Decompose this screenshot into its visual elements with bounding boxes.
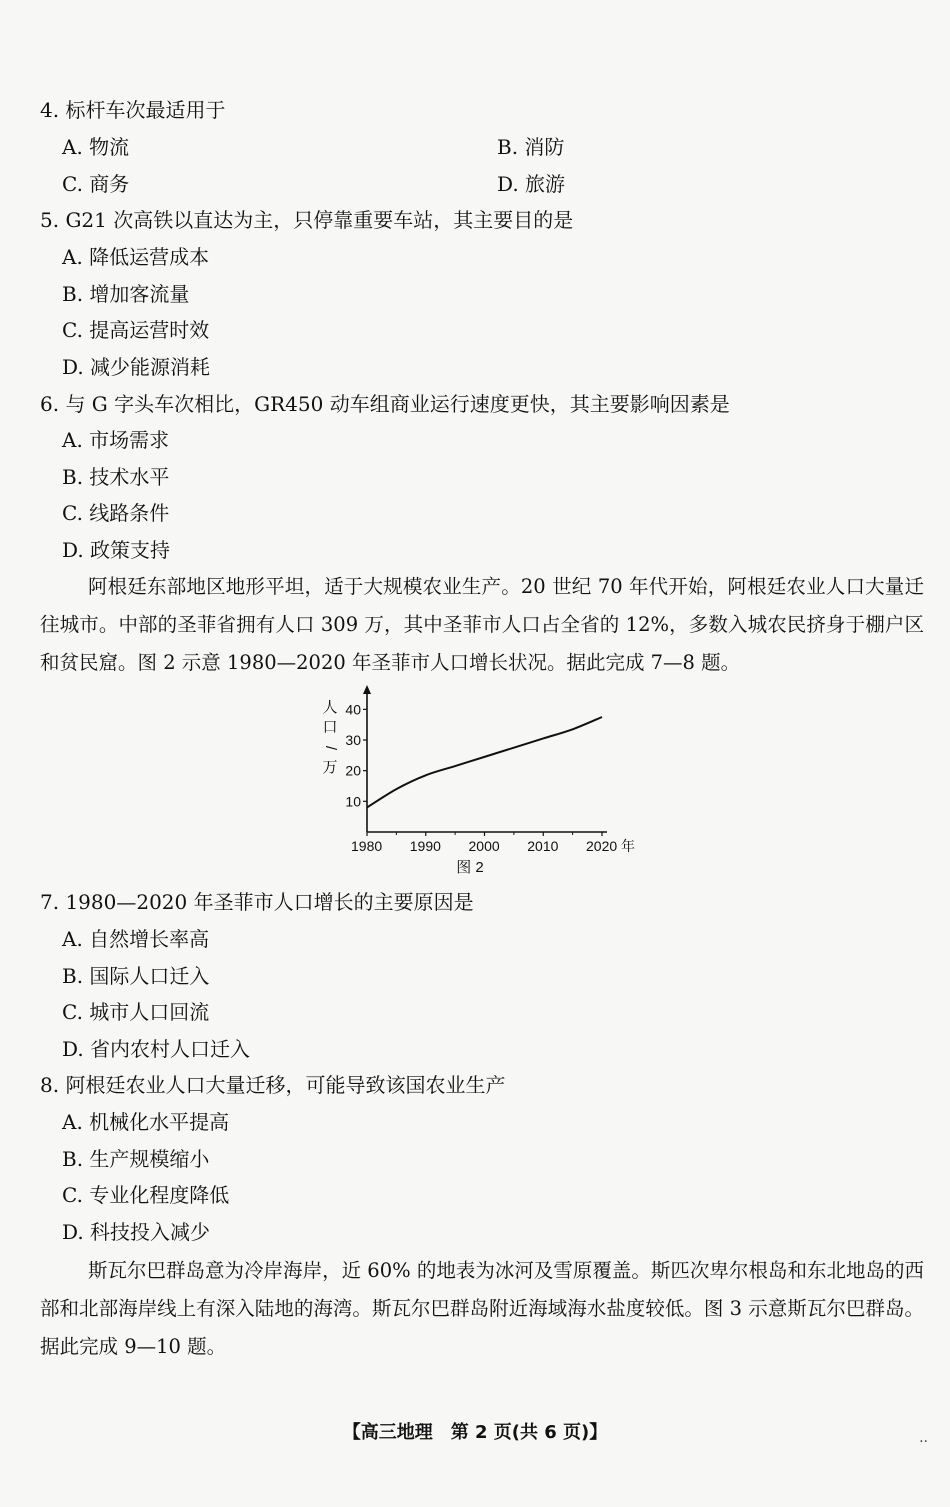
q4-option-d: D. 旅游 — [497, 172, 566, 196]
x-tick-label: 2010 — [527, 838, 559, 854]
x-tick-label: 1990 — [409, 838, 441, 854]
q8-option-a: A. 机械化水平提高 — [62, 1110, 230, 1134]
q5-option-d: D. 减少能源消耗 — [62, 355, 211, 379]
q6-option-b: B. 技术水平 — [62, 465, 170, 489]
q4-option-a: A. 物流 — [62, 135, 130, 159]
q8-option-c: C. 专业化程度降低 — [62, 1183, 230, 1207]
q6-option-c: C. 线路条件 — [62, 501, 170, 525]
page-footer: 【高三地理 第 2 页(共 6 页)】 — [342, 1422, 608, 1443]
passage-svalbard: 斯瓦尔巴群岛意为冷岸海岸，近 60% 的地表为冰河及雪原覆盖。斯匹次卑尔根岛和东北地岛的西部和北部海岸线上有深入陆地的海湾。斯瓦尔巴群岛附近海域海水盐度较低。图 3 示意斯瓦尔巴群岛。据此完成 9—10 题。 — [40, 1259, 924, 1358]
q7-option-c: C. 城市人口回流 — [62, 1000, 210, 1024]
y-tick-label: 10 — [345, 793, 361, 810]
q8-option-b: B. 生产规模缩小 — [62, 1147, 210, 1171]
y-tick-label: 40 — [345, 701, 361, 718]
q6-option-a: A. 市场需求 — [62, 428, 170, 452]
y-axis-arrow — [363, 685, 371, 694]
q6-option-d: D. 政策支持 — [62, 538, 171, 562]
q5-option-b: B. 增加客流量 — [62, 282, 190, 306]
q4-option-b: B. 消防 — [497, 135, 565, 159]
y-axis-label-char: 万 — [322, 759, 338, 776]
population-chart — [310, 680, 660, 880]
q5-option-c: C. 提高运营时效 — [62, 318, 210, 342]
passage-argentina: 阿根廷东部地区地形平坦，适于大规模农业生产。20 世纪 70 年代开始，阿根廷农业人口大量迁往城市。中部的圣菲省拥有人口 309 万，其中圣菲市人口占全省的 12%，多数入城农民挤身于棚户区和贫民窟。图 2 示意 1980—2020 年圣菲市人口增长状况。据此完成 7—8 题。 — [40, 575, 924, 674]
x-tick-label: 2000 — [468, 838, 500, 854]
q4-option-c: C. 商务 — [62, 172, 130, 196]
population-series-line — [367, 717, 602, 807]
scan-speck: .. — [919, 1430, 928, 1446]
y-tick-label: 20 — [345, 762, 361, 779]
q5-option-a: A. 降低运营成本 — [62, 245, 210, 269]
q7-option-b: B. 国际人口迁入 — [62, 964, 210, 988]
y-axis-label-char: / — [322, 745, 339, 751]
chart-title: 图 2 — [456, 859, 484, 876]
q7-stem: 7. 1980—2020 年圣菲市人口增长的主要原因是 — [40, 890, 474, 914]
x-tick-label: 2020 年 — [586, 838, 636, 854]
y-axis-label-char: 人 — [322, 699, 338, 716]
q6-stem: 6. 与 G 字头车次相比，GR450 动车组商业运行速度更快，其主要影响因素是 — [40, 392, 730, 416]
q5-stem: 5. G21 次高铁以直达为主，只停靠重要车站，其主要目的是 — [40, 208, 574, 232]
q8-option-d: D. 科技投入减少 — [62, 1220, 211, 1244]
q7-option-a: A. 自然增长率高 — [62, 927, 210, 951]
x-tick-label: 1980 — [351, 838, 383, 854]
y-tick-label: 30 — [345, 732, 361, 748]
q7-option-d: D. 省内农村人口迁入 — [62, 1037, 251, 1061]
q4-stem: 4. 标杆车次最适用于 — [40, 98, 226, 122]
q8-stem: 8. 阿根廷农业人口大量迁移，可能导致该国农业生产 — [40, 1073, 506, 1097]
y-axis-label-char: 口 — [322, 719, 338, 736]
